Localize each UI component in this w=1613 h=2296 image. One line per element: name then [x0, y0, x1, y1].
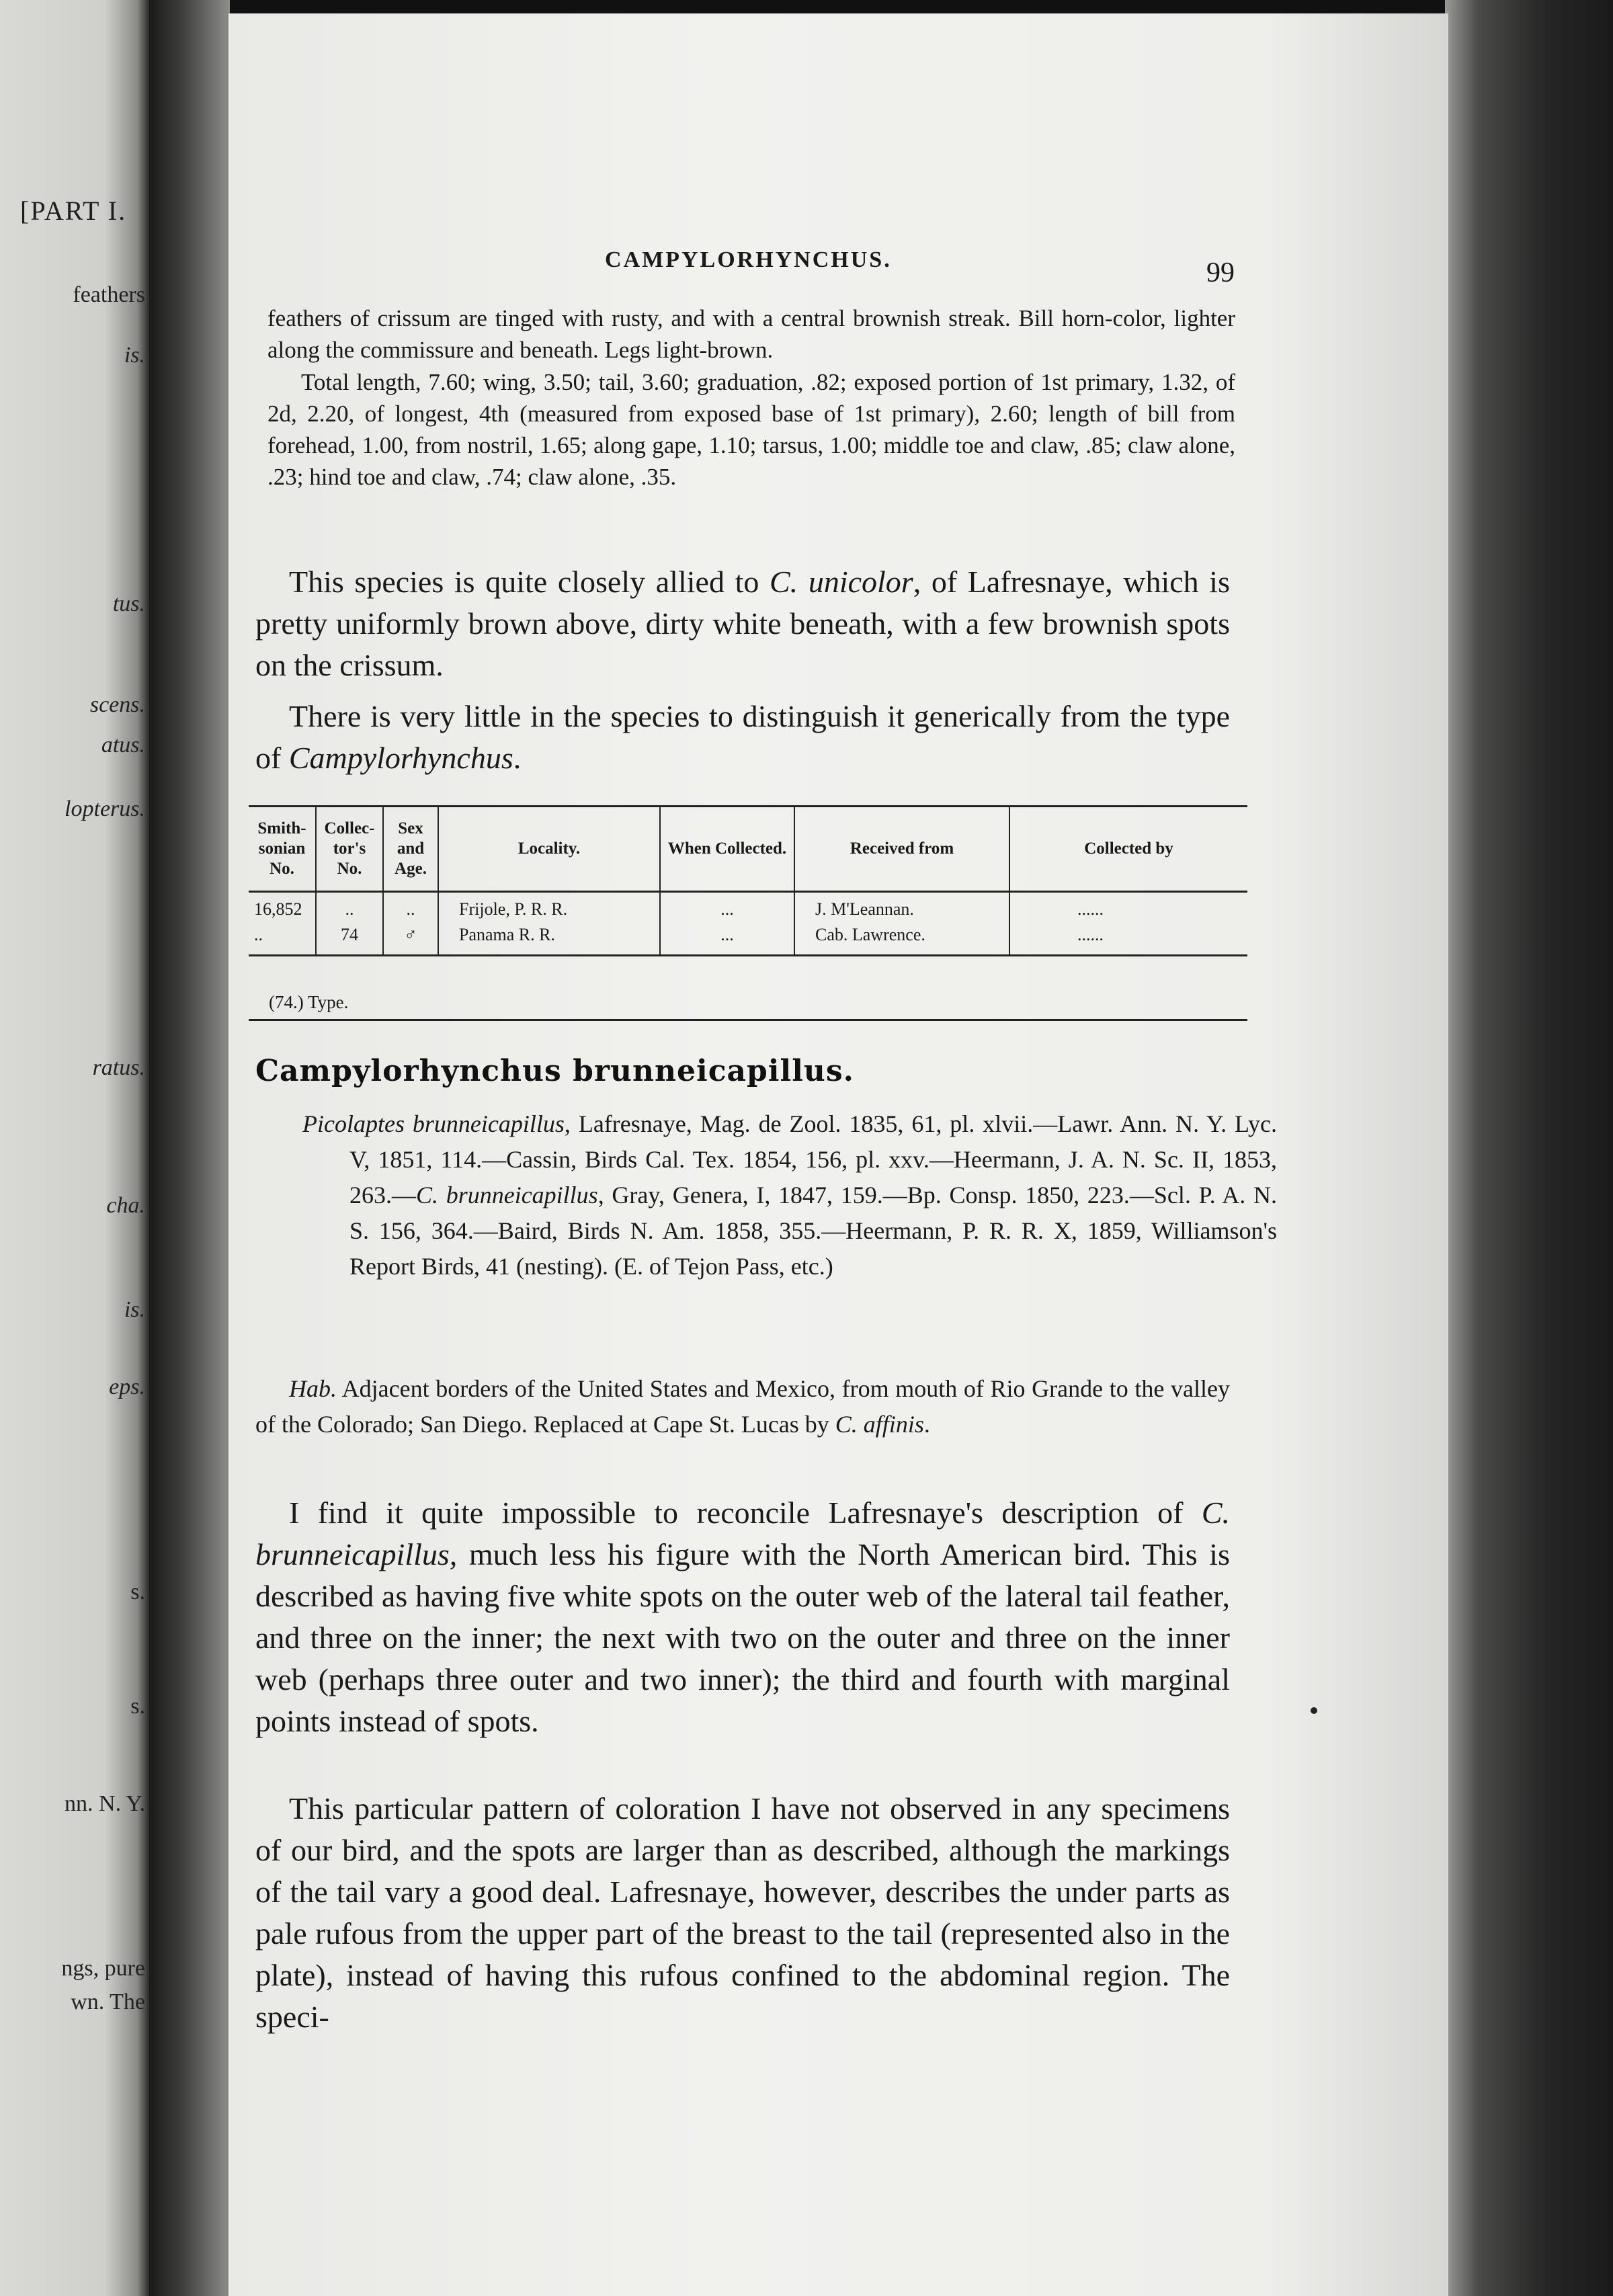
left-page-text-fragment: is.: [124, 1297, 145, 1322]
right-page: [229, 13, 1448, 2296]
description-paragraph: feathers of crissum are tinged with rusty, and with a central brownish streak. Bill horn-color, lighter along the commissure and beneath. Legs light-brown.: [267, 305, 1235, 363]
habitat-paragraph: [255, 1371, 1230, 1442]
page-edge-shadow: [1445, 0, 1613, 2296]
reconcile-paragraph: [255, 1492, 1230, 1742]
col-locality: Locality.: [438, 807, 660, 892]
cell-smithsonian-no: 16,852: [254, 899, 302, 919]
hab-label: Hab.: [289, 1375, 337, 1402]
left-page-text-fragment: is.: [124, 343, 145, 368]
left-page-text-fragment: ngs, pure: [61, 1956, 145, 1981]
cell-collected-by: ......: [1009, 922, 1247, 956]
text: This species is quite closely allied to: [289, 565, 770, 599]
left-page-text-fragment: tus.: [112, 591, 145, 616]
table-row: [249, 892, 1247, 923]
cell-locality: Frijole, P. R. R.: [438, 892, 660, 923]
hab-text: Adjacent borders of the United States and Mexico, from mouth of Rio Grande to the valley of the Colorado; San Diego. Replaced at Cape St. Lucas by: [255, 1375, 1230, 1438]
left-page-part-label: [PART I.: [20, 196, 127, 226]
cell-when-collected: ...: [660, 922, 794, 956]
hab-species: C. affinis: [835, 1411, 924, 1438]
cell-locality: Panama R. R.: [438, 922, 660, 956]
text: .: [513, 741, 522, 775]
left-page-text-fragment: eps.: [109, 1375, 145, 1399]
cell-sex-age: ♂: [383, 922, 438, 956]
species-heading: Campylorhynchus brunneicapillus.: [255, 1054, 854, 1088]
text: There is very little in the species to distinguish it generically from the type of: [255, 699, 1230, 775]
synonym-name: C. brunneicapillus: [416, 1182, 598, 1208]
left-page-text-fragment: nn. N. Y.: [65, 1791, 145, 1816]
col-collected-by: Collected by: [1009, 807, 1247, 892]
cell-sex-age: ..: [383, 892, 438, 923]
col-smithsonian-no: Smith-sonian No.: [249, 807, 316, 892]
left-page-text-fragment: cha.: [106, 1193, 145, 1218]
left-page-text-fragment: scens.: [89, 692, 145, 717]
cell-received-from: J. M'Leannan.: [794, 892, 1009, 923]
allied-species-paragraph: [255, 561, 1230, 686]
left-page: [0, 0, 149, 2296]
species-name: C. unicolor: [770, 565, 913, 599]
synonym-name: Picolaptes brunneicapillus: [302, 1110, 565, 1137]
cell-collected-by: ......: [1009, 892, 1247, 923]
hab-end: .: [923, 1411, 930, 1438]
running-header: CAMPYLORHYNCHUS.: [605, 247, 892, 272]
scan-speck: [1311, 1707, 1317, 1714]
left-page-text-fragment: feathers: [73, 282, 145, 307]
left-page-text-fragment: s.: [130, 1580, 145, 1604]
cell-when-collected: ...: [660, 892, 794, 923]
col-sex-age: Sex and Age.: [383, 807, 438, 892]
col-collector-no: Collec-tor's No.: [316, 807, 383, 892]
left-page-text-fragment: lopterus.: [65, 796, 145, 821]
book-gutter: [149, 0, 230, 2296]
text: I find it quite impossible to reconcile Lafresnaye's description of: [289, 1495, 1202, 1530]
table-footnote: (74.) Type.: [269, 992, 349, 1012]
genus-name: Campylorhynchus: [288, 741, 513, 775]
type-paragraph: [255, 696, 1230, 779]
table-bottom-rule: [249, 1019, 1247, 1021]
left-page-text-fragment: ratus.: [92, 1055, 145, 1080]
left-page-text-fragment: s.: [130, 1694, 145, 1719]
synonym-citations: , Gray, Genera, I, 1847, 159.—Bp. Consp. 1850, 223.—Scl. P. A. N. S. 156, 364.—Baird, Birds N. Am. 1858, 355.—Heermann, P. R. R. X, 1859, Williamson's Report Birds, 41 (nesting). (E. of Tejon Pass, etc.): [349, 1182, 1277, 1280]
text: , of Lafresnaye, which is pretty uniformly brown above, dirty white beneath, with a few brownish spots on the crissum.: [255, 565, 1230, 682]
synonym-citations: , Lafresnaye, Mag. de Zool. 1835, 61, pl. xlvii.—Lawr. Ann. N. Y. Lyc. V, 1851, 114.—Cassin, Birds Cal. Tex. 1854, 156, pl. xxv.—Heermann, J. A. N. Sc. II, 1853, 263.—: [349, 1110, 1277, 1208]
text: much less his figure with the North American bird. This is described as having five white spots on the outer web of the lateral tail feather, and three on the inner; the next with two on the outer and three on the inner web (perhaps three outer and two inner); the third and fourth with marginal points instead of spots.: [255, 1537, 1230, 1738]
specimen-table: [249, 805, 1247, 956]
page-number: 99: [1206, 257, 1235, 288]
left-page-text-fragment: wn. The: [71, 1990, 145, 2014]
left-page-text-fragment: atus.: [101, 733, 145, 757]
measurements-paragraph: Total length, 7.60; wing, 3.50; tail, 3.60; graduation, .82; exposed portion of 1st primary, 1.32, of 2d, 2.20, of longest, 4th (measured from exposed base of 1st primary), 2.60; length of bill from forehead, 1.00, from nostril, 1.65; along gape, 1.10; tarsus, 1.00; middle toe and claw, .85; claw alone, .23; hind toe and claw, .74; claw alone, .35.: [267, 369, 1235, 490]
table-header-row: [249, 807, 1247, 892]
cell-received-from: Cab. Lawrence.: [794, 922, 1009, 956]
col-received-from: Received from: [794, 807, 1009, 892]
table-row: [249, 922, 1247, 956]
cell-smithsonian-no: ..: [249, 922, 316, 956]
cell-collector-no: ..: [316, 892, 383, 923]
col-when-collected: When Collected.: [660, 807, 794, 892]
cell-collector-no: 74: [316, 922, 383, 956]
pattern-paragraph: This particular pattern of coloration I have not observed in any specimens of our bird, and the spots are larger than as described, although the markings of the tail vary a good deal. Lafresnaye, however, describes the under parts as pale rufous from the upper part of the breast to the tail (represented also in the plate), instead of having this rufous confined to the abdominal region. The speci-: [255, 1791, 1230, 2034]
synonymy-block: [302, 1106, 1277, 1284]
species-name: C. brunneicapillus,: [255, 1495, 1230, 1571]
